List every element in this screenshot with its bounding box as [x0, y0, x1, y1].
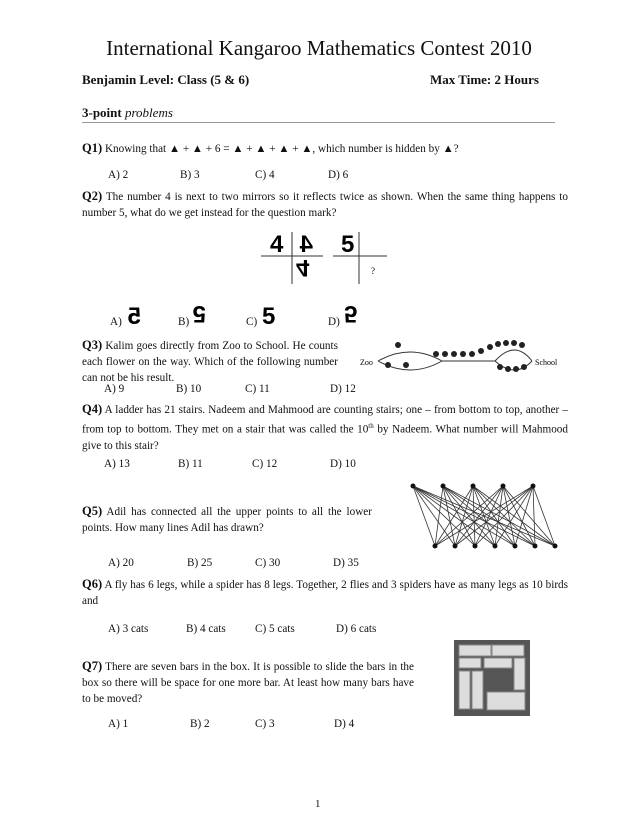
q5-option-d[interactable]: D) 35: [333, 557, 359, 569]
upper-point: [441, 484, 446, 489]
q4-option-a[interactable]: A) 13: [104, 458, 130, 470]
lower-point: [453, 544, 458, 549]
q2-glyph-c: [260, 302, 280, 328]
q1-option-b[interactable]: B) 3: [180, 169, 200, 181]
q6-option-c[interactable]: C) 5 cats: [255, 623, 295, 635]
section-points: 3-point: [82, 105, 122, 120]
digit-4: 4: [270, 231, 284, 258]
q4-text: Q4) A ladder has 21 stairs. Nadeem and Mahmood are counting stairs; one – from bottom to top, another – from top to bottom. They met on a stair that was called the 10th by Nadeem. What number will Mahmood give to this stair?: [82, 402, 568, 452]
connecting-line: [413, 486, 475, 546]
upper-point: [411, 484, 416, 489]
q1-option-d[interactable]: D) 6: [328, 169, 349, 181]
q2-text: Q2) The number 4 is next to two mirrors so it reflects twice as shown. When the same thing happens to number 5, what do we get instead for the question mark?: [82, 189, 568, 219]
lower-point: [533, 544, 538, 549]
q2-glyph-d: [342, 302, 364, 328]
q5-option-b[interactable]: B) 25: [187, 557, 213, 569]
level-label: Benjamin Level: Class (5 & 6): [82, 72, 250, 87]
q5-option-c[interactable]: C) 30: [255, 557, 281, 569]
q3-option-c[interactable]: C) 11: [245, 383, 270, 395]
zoo-school-map: [350, 335, 570, 380]
q7-option-b[interactable]: B) 2: [190, 718, 210, 730]
mirror-figure: [255, 228, 395, 288]
q3-option-d[interactable]: D) 12: [330, 383, 356, 395]
svg-text:5: 5: [127, 303, 141, 330]
page-title: International Kangaroo Mathematics Contest 2010: [106, 36, 532, 60]
q4-option-b[interactable]: B) 11: [178, 458, 203, 470]
q3-text: Q3) Kalim goes directly from Zoo to School. He counts each flower on the way. Which of the following number can not be his result.: [82, 338, 338, 384]
page-number: 1: [315, 798, 321, 810]
svg-text:5: 5: [344, 300, 358, 327]
q6-option-b[interactable]: B) 4 cats: [186, 623, 226, 635]
digit-5: 5: [341, 231, 355, 258]
q7-text: Q7) There are seven bars in the box. It is possible to slide the bars in the box so there will be space for one more bar. At least how many bars have to be moved?: [82, 659, 414, 705]
connecting-line: [495, 486, 533, 546]
upper-point: [501, 484, 506, 489]
q5-text: Q5) Adil has connected all the upper points to all the lower points. How many lines Adil has drawn?: [82, 504, 372, 534]
section-problems: problems: [121, 105, 173, 120]
lower-point: [473, 544, 478, 549]
q4-option-c[interactable]: C) 12: [252, 458, 278, 470]
bars-box-figure: [454, 640, 530, 716]
q4-option-d[interactable]: D) 10: [330, 458, 356, 470]
lower-point: [513, 544, 518, 549]
q3-option-b[interactable]: B) 10: [176, 383, 202, 395]
q6-option-a[interactable]: A) 3 cats: [108, 623, 149, 635]
lower-point: [553, 544, 558, 549]
q2-option-c[interactable]: C): [246, 316, 258, 328]
svg-text:5: 5: [262, 303, 276, 330]
connecting-line: [503, 486, 555, 546]
digit-4-flipped: 4: [296, 254, 310, 281]
svg-text:5: 5: [192, 300, 206, 327]
school-label: School: [535, 358, 558, 367]
upper-point: [531, 484, 536, 489]
section-heading: [82, 105, 173, 121]
q2-option-d[interactable]: D): [328, 316, 340, 328]
q7-option-c[interactable]: C) 3: [255, 718, 275, 730]
q7-option-a[interactable]: A) 1: [108, 718, 129, 730]
q6-text: Q6) A fly has 6 legs, while a spider has 8 legs. Together, 2 flies and 3 spiders have as many legs as 10 birds and: [82, 577, 568, 607]
connecting-line: [435, 486, 443, 546]
q5-option-a[interactable]: A) 20: [108, 557, 134, 569]
q6-option-d[interactable]: D) 6 cats: [336, 623, 377, 635]
q2-glyph-a: [125, 302, 145, 328]
q2-glyph-b: [190, 302, 210, 328]
zoo-label: Zoo: [360, 358, 373, 367]
points-lines-figure: [405, 480, 565, 550]
max-time-label: Max Time: 2 Hours: [430, 72, 539, 87]
q1-text: Q1) Knowing that ▲ + ▲ + 6 = ▲ + ▲ + ▲ + ▲, which number is hidden by ▲?: [82, 141, 459, 155]
upper-point: [471, 484, 476, 489]
question-mark: ?: [371, 266, 375, 276]
q1-option-a[interactable]: A) 2: [108, 169, 129, 181]
lower-point: [433, 544, 438, 549]
q2-option-a[interactable]: A): [110, 316, 122, 328]
q2-option-b[interactable]: B): [178, 316, 190, 328]
q1-option-c[interactable]: C) 4: [255, 169, 275, 181]
connecting-line: [533, 486, 555, 546]
q3-option-a[interactable]: A) 9: [104, 383, 125, 395]
digit-4-mirrored: 4: [299, 231, 313, 258]
lower-point: [493, 544, 498, 549]
section-rule: [82, 122, 555, 123]
flower-icons: [385, 340, 527, 372]
q7-option-d[interactable]: D) 4: [334, 718, 355, 730]
